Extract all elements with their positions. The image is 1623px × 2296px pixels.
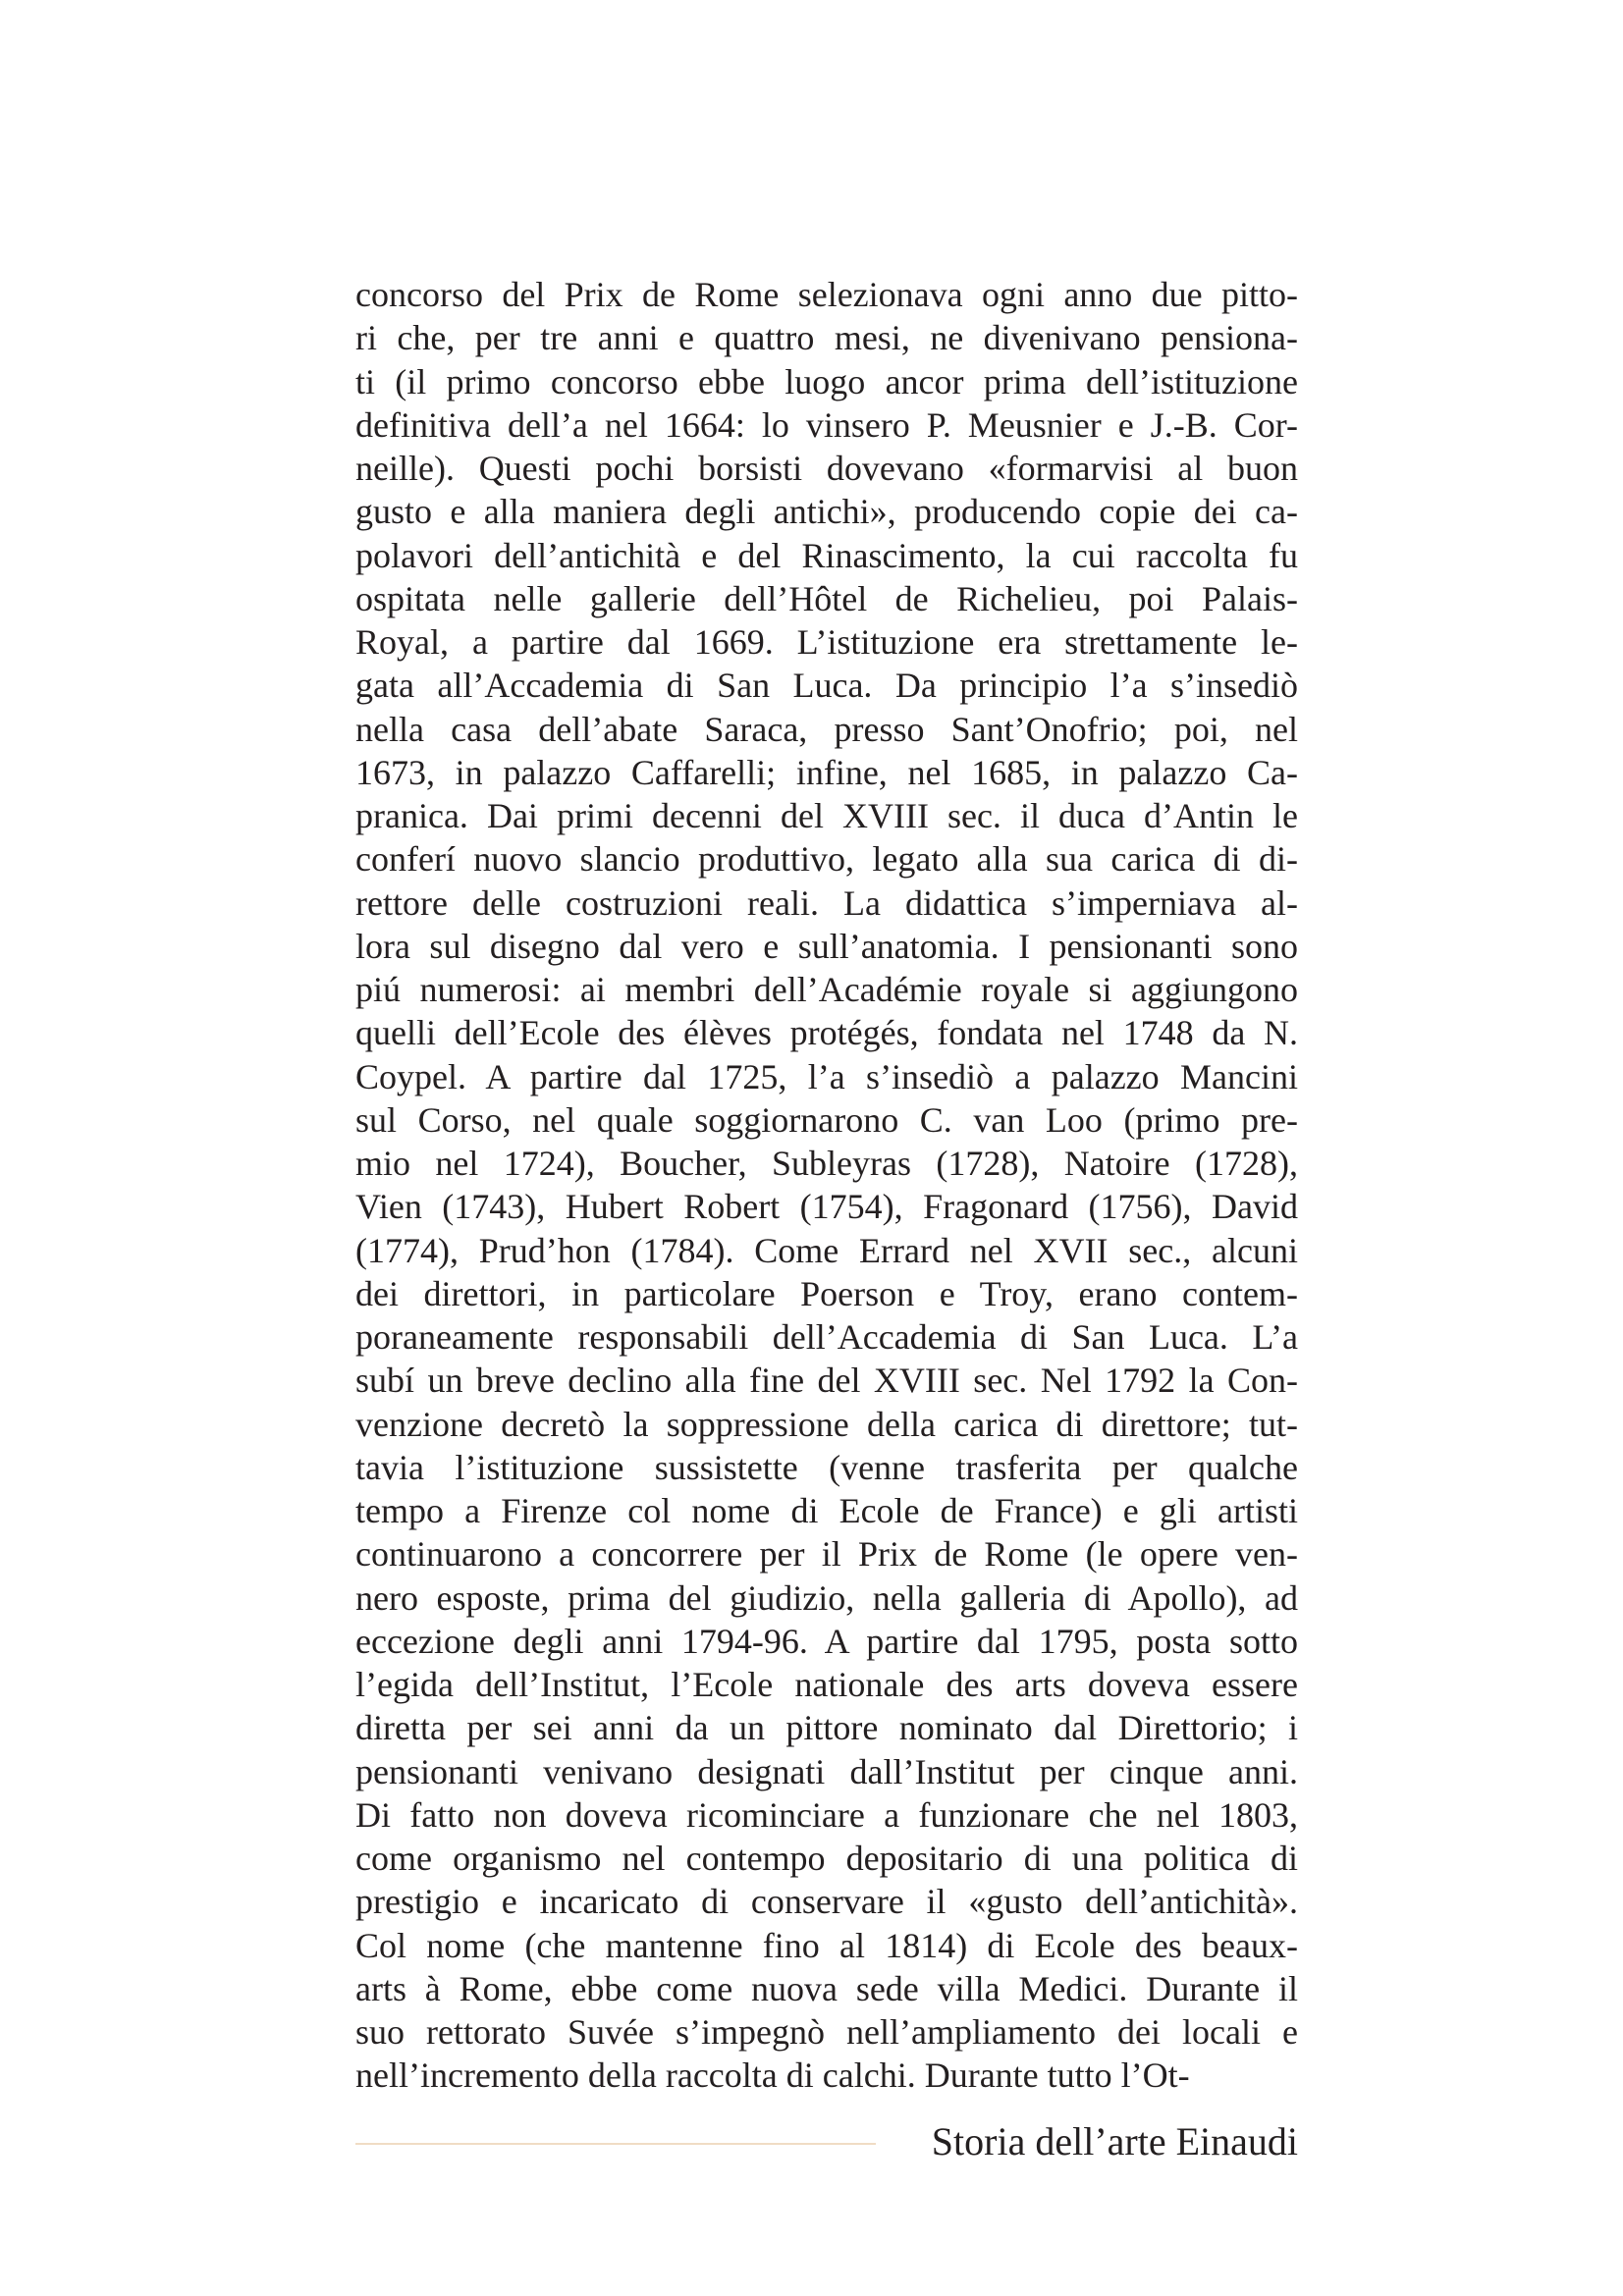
text-line: subí un breve declino alla fine del XVIII sec. Nel 1792 la Con- xyxy=(355,1361,1298,1401)
text-line: sul Corso, nel quale soggiornarono C. van Loo (primo pre- xyxy=(355,1099,1298,1140)
text-line: Vien (1743), Hubert Robert (1754), Fragonard (1756), David xyxy=(355,1187,1298,1227)
text-line: arts à Rome, ebbe come nuova sede villa Medici. Durante il xyxy=(355,1968,1298,2008)
text-line: mio nel 1724), Boucher, Subleyras (1728), Natoire (1728), xyxy=(355,1144,1298,1183)
text-line: ospitata nelle gallerie dell’Hôtel de Richelieu, poi Palais- xyxy=(355,578,1298,618)
text-line: pranica. Dai primi decenni del XVIII sec. il duca d’Antin le xyxy=(355,796,1298,835)
text-line: rettore delle costruzioni reali. La didattica s’imperniava al- xyxy=(355,882,1298,923)
text-line: nella casa dell’abate Saraca, presso Sant’Onofrio; poi, nel xyxy=(355,709,1298,749)
text-line: gusto e alla maniera degli antichi», producendo copie dei ca- xyxy=(355,492,1298,532)
text-line: tempo a Firenze col nome di Ecole de France) e gli artisti xyxy=(355,1491,1298,1530)
text-line: quelli dell’Ecole des élèves protégés, fondata nel 1748 da N. xyxy=(355,1013,1298,1053)
text-line: polavori dell’antichità e del Rinascimento, la cui raccolta fu xyxy=(355,535,1298,575)
text-line: eccezione degli anni 1794-96. A partire dal 1795, posta sotto xyxy=(355,1621,1298,1661)
text-line: Royal, a partire dal 1669. L’istituzione era strettamente le- xyxy=(355,622,1298,662)
text-line: ri che, per tre anni e quattro mesi, ne divenivano pensiona- xyxy=(355,318,1298,358)
text-line: nero esposte, prima del giudizio, nella galleria di Apollo), ad xyxy=(355,1577,1298,1618)
text-line: (1774), Prud’hon (1784). Come Errard nel XVII sec., alcuni xyxy=(355,1230,1298,1270)
text-line: gata all’Accademia di San Luca. Da principio l’a s’insediò xyxy=(355,666,1298,706)
text-line: l’egida dell’Institut, l’Ecole nationale des arts doveva essere xyxy=(355,1665,1298,1704)
footer-rule xyxy=(355,2143,876,2145)
text-line: concorso del Prix de Rome selezionava ogni anno due pitto- xyxy=(355,275,1298,314)
text-line: Di fatto non doveva ricominciare a funzionare che nel 1803, xyxy=(355,1794,1298,1835)
text-line: ti (il primo concorso ebbe luogo ancor prima dell’istituzione xyxy=(355,361,1298,401)
text-line: diretta per sei anni da un pittore nominato dal Direttorio; i xyxy=(355,1708,1298,1748)
text-line: definitiva dell’a nel 1664: lo vinsero P. Meusnier e J.-B. Cor- xyxy=(355,404,1298,445)
body-text xyxy=(355,273,1298,2098)
text-line: come organismo nel contempo depositario di una politica di xyxy=(355,1839,1298,1878)
text-line: suo rettorato Suvée s’impegnò nell’ampliamento dei locali e xyxy=(355,2012,1298,2052)
text-line: lora sul disegno dal vero e sull’anatomia. I pensionanti sono xyxy=(355,926,1298,966)
text-line: neille). Questi pochi borsisti dovevano «formarvisi al buon xyxy=(355,449,1298,488)
text-line: dei direttori, in particolare Poerson e Troy, erano contem- xyxy=(355,1273,1298,1313)
text-line: piú numerosi: ai membri dell’Académie royale si aggiungono xyxy=(355,970,1298,1009)
text-line: Col nome (che mantenne fino al 1814) di Ecole des beaux- xyxy=(355,1925,1298,1965)
text-line: Coypel. A partire dal 1725, l’a s’insediò a palazzo Mancini xyxy=(355,1056,1298,1096)
text-line: conferí nuovo slancio produttivo, legato alla sua carica di di- xyxy=(355,839,1298,880)
text-line: venzione decretò la soppressione della carica di direttore; tut- xyxy=(355,1404,1298,1444)
text-line: pensionanti venivano designati dall’Institut per cinque anni. xyxy=(355,1751,1298,1791)
text-line: 1673, in palazzo Caffarelli; infine, nel 1685, in palazzo Ca- xyxy=(355,752,1298,792)
text-line: prestigio e incaricato di conservare il «gusto dell’antichità». xyxy=(355,1882,1298,1922)
text-line: nell’incremento della raccolta di calchi. Durante tutto l’Ot- xyxy=(355,2056,1190,2096)
text-line: tavia l’istituzione sussistette (venne trasferita per qualche xyxy=(355,1447,1298,1487)
footer-title: Storia dell’arte Einaudi xyxy=(931,2119,1298,2163)
text-line: continuarono a concorrere per il Prix de Rome (le opere ven- xyxy=(355,1534,1298,1575)
text-line: poraneamente responsabili dell’Accademia di San Luca. L’a xyxy=(355,1317,1298,1357)
